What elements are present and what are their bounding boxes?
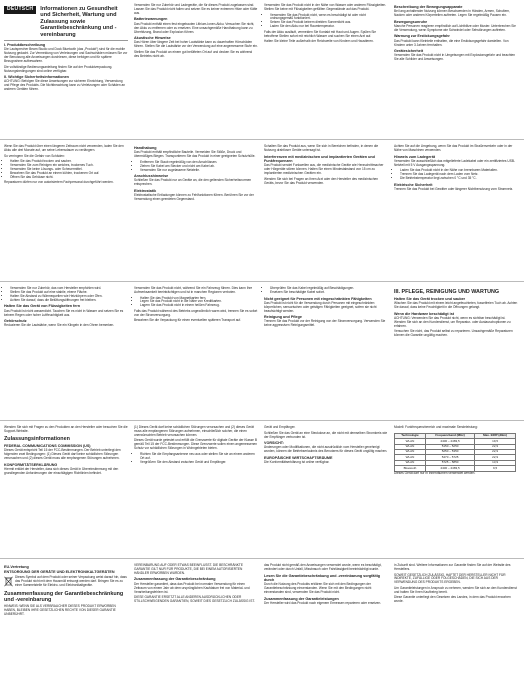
paragraph: Wenn Sie das Produkt über einen längeren Zeitraum nicht verwenden, laden Sie den Akku alle drei Monate auf, um seine Lebensdauer zu verlängern. xyxy=(4,144,124,152)
frequency-table xyxy=(394,433,516,472)
bullet-item: • Überprüfen Sie das Kabel regelmäßig auf Beschädigungen. xyxy=(270,287,388,291)
s2-col-4 xyxy=(394,145,518,193)
section-heading: EUROPÄISCHE WIRTSCHAFTSRÄUME xyxy=(264,455,333,460)
bullet-item: • Verwenden Sie nur Zubehör, das vom Hersteller empfohlen wird. xyxy=(10,287,128,291)
paragraph: Verwenden Sie das Produkt nicht, während Sie ein Fahrzeug führen. Dies kann Ihre Aufmerksamkeit beeinträchtigen und ist in manchen Regionen verboten. xyxy=(134,286,253,294)
s3-col-1 xyxy=(4,287,128,330)
bullet-item: • Setzen Sie das Produkt keinem direkten Sonnenlicht aus. xyxy=(270,21,388,25)
paragraph: Das Produkt ist nicht für die Verwendung durch Personen mit eingeschränkten körperlichen, sensorischen oder geistigen Fähigkeiten geeignet, sofern sie nicht beaufsichtigt werden. xyxy=(264,300,377,313)
section-heading: Akustische Hinweise xyxy=(134,36,171,41)
paragraph: So verringern Sie die Gefahr von Schäden: xyxy=(4,153,65,158)
bullet-item: • Bewahren Sie das Produkt an einem kühlen, trockenen Ort auf. xyxy=(10,172,128,176)
table-cell: 2400 – 2483,5 xyxy=(425,466,474,471)
s4-col-1 xyxy=(4,426,128,477)
bullet-item: • Lagern Sie das Produkt nicht in einem heißen Fahrzeug. xyxy=(140,304,258,308)
section-heading: Halten Sie das Gerät trocken und sauber xyxy=(394,297,466,301)
section-heading: Wenn die Hardware beschädigt ist xyxy=(394,311,454,316)
paragraph: Falls der Akku ausläuft, vermeiden Sie Kontakt mit Haut und Augen. Spülen Sie betroffene Stellen sofort mit reichlich Wasser und suchen Sie einen Arzt auf. xyxy=(264,29,376,38)
bullet-item: • Verwenden Sie keine Lösungs- oder Scheuermittel. xyxy=(10,168,128,172)
table-header-cell: Frequenzband (MHz) xyxy=(425,433,474,438)
section-divider xyxy=(0,558,524,559)
s1-col-1 xyxy=(4,4,128,94)
major-heading: Zusammenfassung der Garantiebeschränkung und -vereinbarung xyxy=(4,591,124,604)
bullet-list xyxy=(134,453,258,465)
section-divider xyxy=(0,281,524,282)
s3-col-2 xyxy=(134,287,258,325)
paragraph: ACHTUNG: Befolgen Sie diese Anweisungen zur sicheren Einrichtung, Verwendung und Pflege des Produkts. Die Nichtbeachtung kann zu Verletzungen oder Schäden an anderen Geräten führen. xyxy=(4,79,126,92)
paragraph: Die vollständige Bedienungsanleitung finden Sie auf der Produktverpackung. Nutzungsbedingungen sind online verfügbar. xyxy=(4,64,113,73)
table-cell: WLAN xyxy=(395,444,426,449)
paragraph: Halten Sie kleine Teile außerhalb der Reichweite von Kindern und Haustieren. xyxy=(264,39,374,44)
section-heading: Beschreibung der Bewegungsapparate xyxy=(394,5,463,9)
table-cell: Bluetooth xyxy=(395,466,426,471)
paragraph: Manche Personen reagieren empfindlich auf Lichtblitze oder Muster. Unterbrechen Sie die Verwendung, wenn Symptome wie Schwindel oder Sehstörungen auftreten. xyxy=(394,23,516,32)
section-heading: Lesen Sie die Garantiebeschränkung und -vereinbarung sorgfältig durch xyxy=(264,573,380,582)
paragraph: Schließen Sie das Produkt nur an Geräte an, die den geltenden Sicherheitsnormen entsprechen. xyxy=(134,178,252,187)
weee-notice xyxy=(4,576,128,589)
section-heading: Elektrostatik xyxy=(134,188,157,193)
bullet-list xyxy=(4,160,128,180)
bullet-item: • Verwenden Sie zum Reinigen ein weiches, trockenes Tuch. xyxy=(10,164,128,168)
paragraph: Um Garantieleistungen in Anspruch zu nehmen, wenden Sie sich an den Kundendienst und halten Sie Ihren Kaufbeleg bereit. xyxy=(394,585,517,594)
table-header-cell: Max. EIRP (dBm) xyxy=(475,433,516,438)
paragraph: Dieses Gerät darf nur in Innenräumen verwendet werden. xyxy=(394,470,476,475)
bullet-list xyxy=(394,169,518,181)
s1-col-2 xyxy=(134,4,258,60)
paragraph: Verwenden Sie nur Zubehör und Ladegeräte, die für dieses Produkt zugelassen sind. Lassen Sie das Produkt nicht fallen und setzen Sie es keiner extremen Hitze oder Kälte aus. xyxy=(134,3,258,15)
table-cell: 2400 – 2483,5 xyxy=(425,439,474,444)
paragraph: Stellen Sie das Produkt an einem gut belüfteten Ort auf und decken Sie es während des Betriebs nicht ab. xyxy=(134,49,253,58)
s3-col-3 xyxy=(264,287,388,330)
paragraph: Durch die Nutzung des Produkts erklären Sie sich mit den Bedingungen der Garantiebeschränkung einverstanden. Wenn Sie mit den Bedingungen nicht einverstanden sind, verwenden Sie das Produkt nicht. xyxy=(264,582,372,595)
bullet-item: • Ersetzen Sie beschädigte Kabel sofort. xyxy=(270,291,388,295)
paragraph: Das Hören über längere Zeit bei hoher Lautstärke kann zu dauerhaften Hörschäden führen. Stellen Sie die Lautstärke vor der Verwendung auf eine angemessene Stufe ein. xyxy=(134,40,258,49)
bullet-item: • Verwenden Sie nur zugelassene Netzteile. xyxy=(140,169,258,173)
bullet-item: • Laden Sie das Produkt nicht in der Nähe von brennbaren Materialien. xyxy=(400,169,518,173)
section-heading: Reinigung und Pflege xyxy=(264,315,302,320)
paragraph: Trennen Sie das Produkt bei Gewitter oder längerer Nichtbenutzung vom Stromnetz. xyxy=(394,186,514,191)
section-heading: Nicht geeignet für Personen mit eingeschränkten Fähigkeiten xyxy=(264,296,372,301)
paragraph: in Zukunft sind. Weitere Informationen zur Garantie finden Sie auf der Website des Herstellers. xyxy=(394,563,511,571)
major-heading: III. PFLEGE, REINIGUNG UND WARTUNG xyxy=(394,289,500,295)
s4-col-4 xyxy=(394,426,518,477)
paragraph: Wenden Sie sich mit Fragen zu den Produkten an den Hersteller oder besuchen Sie die Support-Website. xyxy=(4,425,128,433)
s2-col-3 xyxy=(264,145,388,187)
bullet-item: • Vergrößern Sie den Abstand zwischen Gerät und Empfänger. xyxy=(140,461,258,465)
table-cell: 22,9 xyxy=(475,455,516,460)
section-heading: Batteriewarnungen xyxy=(134,17,168,22)
paragraph: Verwenden Sie das Produkt nicht in der Nähe von Wasser oder anderen Flüssigkeiten. Stellen Sie keine mit Flüssigkeiten gefüllten Gegenstände auf das Produkt. xyxy=(264,3,387,11)
section-divider xyxy=(0,139,524,140)
section-heading: I. Produktbeschreibung xyxy=(4,43,46,48)
bullet-item: • Entfernen Sie Staub regelmäßig von den Anschlüssen. xyxy=(140,161,258,165)
language-badge: DEUTSCH xyxy=(4,6,36,14)
s3-col-4 xyxy=(394,287,518,340)
paragraph: Das Produkt enthält empfindliche Bauteile. Vermeiden Sie Stöße, Druck und übermäßiges Biegen. Transportieren Sie das Produkt in einer geeigneten Schutzhülle. xyxy=(134,150,256,159)
crossed-bin-icon xyxy=(4,576,13,587)
section-heading: Anschlusshinweise xyxy=(134,174,169,179)
section-heading: Gerätesicherheit xyxy=(394,49,424,54)
paragraph: Versuchen Sie nicht, das Produkt selbst zu reparieren. Unsachgemäße Reparaturen können die Garantie ungültig machen. xyxy=(394,329,513,338)
section-2 xyxy=(0,141,524,280)
paragraph: Dieses Gerät entspricht Teil 15 der FCC-Bestimmungen. Der Betrieb unterliegt den folgenden zwei Bedingungen: (1) Dieses Gerät darf keine schädlichen Störungen verursachen und (2) dieses Gerät muss alle empfangenen Störungen aufnehmen. xyxy=(4,448,121,461)
paragraph: (1) Dieses Gerät darf keine schädlichen Störungen verursachen und (2) dieses Gerät muss alle empfangenen Störungen aufnehmen, einschließlich solcher, die einen unerwünschten Betrieb verursachen können. xyxy=(134,425,254,437)
paragraph: Wenden Sie sich bei Fragen an Ihren Arzt oder den Hersteller des medizinischen Geräts, bevor Sie das Produkt verwenden. xyxy=(264,176,379,185)
paragraph: Schalten Sie das Produkt aus, wenn Sie sich in Bereichen befinden, in denen die Nutzung drahtloser Geräte untersagt ist. xyxy=(264,144,379,152)
paragraph: Verwenden Sie ausschließlich das mitgelieferte Ladekabel oder ein zertifiziertes USB-Netzteil mit 5 V Ausgangsspannung. xyxy=(394,158,516,167)
section-heading: Elektrische Sicherheit xyxy=(394,182,433,187)
bullet-item: • Halten Sie Abstand zu Wärmequellen wie Heizkörpern oder Öfen. xyxy=(10,295,128,299)
section-1 xyxy=(0,0,524,138)
paragraph: Verwenden Sie das Produkt nicht in Umgebungen mit Explosionsgefahr und beachten Sie alle Schilder und Anweisungen. xyxy=(394,53,516,62)
bullet-item: • Stellen Sie das Produkt auf eine stabile, ebene Fläche. xyxy=(10,291,128,295)
table-cell: WLAN xyxy=(395,455,426,460)
bullet-item: • Legen Sie das Produkt nicht in die Nähe von Kreditkarten. xyxy=(140,300,258,304)
s4-col-2 xyxy=(134,426,258,466)
paragraph: Das Produkt kann Kleinteile enthalten, die eine Erstickungsgefahr darstellen. Von Kindern unter 3 Jahren fernhalten. xyxy=(394,38,509,47)
section-heading: VORSICHT: xyxy=(264,441,284,446)
paragraph: HINWEIS: WENN SIE ALS VERBRAUCHER DIESES PRODUKT ERWORBEN HABEN, BLEIBEN IHRE GESETZLICHEN RECHTE VON DIESER GARANTIE UNBERÜHRT. xyxy=(4,604,116,616)
table-cell: 13,9 xyxy=(475,460,516,465)
bullet-item: • Trennen Sie das Ladegerät nach dem Laden vom Netz. xyxy=(400,173,518,177)
section-heading: Halten Sie das Gerät von Flüssigkeiten fern xyxy=(4,304,81,309)
paragraph: Schließen Sie das Gerät an eine Steckdose an, die nicht mit demselben Stromkreis wie der Empfänger verbunden ist. xyxy=(264,430,388,439)
paragraph: Der Hersteller wird das Produkt nach eigenem Ermessen reparieren oder ersetzen. xyxy=(264,600,382,605)
section-heading: II. Wichtige Sicherheitsinformationen xyxy=(4,75,69,80)
bullet-item: • Halten Sie das Produkt trocken und sauber. xyxy=(10,160,128,164)
section-5 xyxy=(0,560,524,692)
paragraph: SOWEIT GESETZLICH ZULÄSSIG, HAFTET DER HERSTELLER NICHT FÜR INDIREKTE, ZUFÄLLIGE ODER FOLGESCHÄDEN, DIE SICH AUS DER VERWENDUNG DES PRODUKTS ERGEBEN. xyxy=(394,572,506,585)
s1-col-4 xyxy=(394,4,518,64)
bullet-list xyxy=(134,297,258,309)
paragraph: Elektrostatische Entladungen können zu Fehlfunktionen führen. Berühren Sie vor der Verwendung einen geerdeten Gegenstand. xyxy=(134,193,254,202)
table-header-cell: Technologie xyxy=(395,433,426,438)
section-heading: Interferenzen mit medizinischen und implantierten Geräten und Funkfrequenzen xyxy=(264,154,375,163)
section-heading: Warnung zur Erstickungsgefahr xyxy=(394,34,450,39)
paragraph: Bewahren Sie die Verpackung für einen eventuellen späteren Transport auf. xyxy=(134,318,242,323)
paragraph: Bei lang anhaltender Nutzung können Beschwerden in Händen, Armen, Schultern, Nacken oder anderen Körperteilen auftreten. Legen Sie regelmäßig Pausen ein. xyxy=(394,9,511,18)
bullet-item: • Verwenden Sie das Produkt nicht, wenn es beschädigt ist oder nicht ordnungsgemäß funktioniert. xyxy=(270,14,388,22)
table-cell: 22,9 xyxy=(475,444,516,449)
section-4 xyxy=(0,422,524,557)
paragraph: Reparaturen dürfen nur von autorisiertem Fachpersonal durchgeführt werden. xyxy=(4,180,114,185)
section-heading: Handhabung xyxy=(134,146,157,150)
bullet-list xyxy=(134,161,258,173)
section-heading: Bewegungsunruhe xyxy=(394,19,428,24)
bullet-list xyxy=(264,14,388,30)
table-cell: 19,5 xyxy=(475,439,516,444)
s1-col-3 xyxy=(264,4,388,46)
paragraph: Die Konformitätserklärung ist online verfügbar. xyxy=(264,459,330,464)
section-heading: KONFORMITÄTSERKLÄRUNG xyxy=(4,462,58,467)
bullet-list xyxy=(4,287,128,303)
paragraph: Dieses Gerät wurde getestet und erfüllt die Grenzwerte für digitale Geräte der Klasse B gemäß Teil 15 der FCC-Bestimmungen. Diese Grenzwerte sollen einen angemessenen Schutz vor schädlichen Störungen in Wohngebieten bieten. xyxy=(134,438,258,451)
paragraph: Der Hersteller garantiert, dass das Produkt bei normaler Verwendung für einen Zeitraum von einem Jahr ab dem ursprünglichen Kaufdatum frei von Material- und Verarbeitungsfehlern ist. xyxy=(134,581,250,594)
bullet-list xyxy=(264,287,388,295)
table-cell: 5150 – 5250 xyxy=(425,444,474,449)
section-heading: Zusammenfassung der Garantieleistungen xyxy=(264,596,339,601)
section-heading: Gehörschutz xyxy=(4,319,27,324)
paragraph: Gerät und Empfänger. xyxy=(264,425,296,429)
s5-col-3 xyxy=(264,564,388,607)
paragraph: Falls das Produkt während des Betriebs ungewöhnlich warm wird, trennen Sie es sofort von der Stromversorgung. xyxy=(134,308,258,317)
section-heading: FEDERAL COMMUNICATIONS COMMISSION (US) xyxy=(4,443,91,448)
bullet-item: • Laden Sie den Akku nur bei Raumtemperatur. xyxy=(270,25,388,29)
paragraph: Das Produkt enthält einen fest eingebauten Lithium-Ionen-Akku. Versuchen Sie nicht, den Akku zu entfernen oder zu ersetzen. Eine unsachgemäße Handhabung kann zu Überhitzung, Brand oder Explosion führen. xyxy=(134,21,255,34)
paragraph: Wischen Sie das Produkt mit einem leicht angefeuchteten, fusselfreien Tuch ab. Achten Sie darauf, dass keine Feuchtigkeit in die Öffnungen gelangt. xyxy=(394,301,518,310)
paragraph: Trennen Sie das Produkt vor der Reinigung von der Stromversorgung. Verwenden Sie keine aggressiven Reinigungsmittel. xyxy=(264,319,386,328)
table-cell: 9,5 xyxy=(475,466,516,471)
major-heading: Zulassungsinformationen xyxy=(4,435,70,442)
s5-col-2 xyxy=(134,564,258,606)
table-cell: 5250 – 5350 xyxy=(425,450,474,455)
paragraph: Das Produkt ist nicht wasserdicht. Tauchen Sie es nicht in Wasser und setzen Sie es keinem Regen oder hoher Luftfeuchtigkeit aus. xyxy=(4,308,124,317)
s5-col-1 xyxy=(4,564,128,619)
paragraph: Modell: Funkfrequenzbereich und maximale Sendeleistung: xyxy=(394,425,478,429)
table-cell: 5470 – 5725 xyxy=(425,455,474,460)
paragraph: Hiermit erklärt der Hersteller, dass sich dieses Gerät in Übereinstimmung mit den grundlegenden Anforderungen der einschlägigen Richtlinien befindet. xyxy=(4,466,119,475)
bullet-item: • Halten Sie das Produkt von Magnetkarten fern. xyxy=(140,297,258,301)
paragraph: Achten Sie auf die Umgebung, wenn Sie das Produkt im Straßenverkehr oder in der Nähe von Maschinen verwenden. xyxy=(394,144,513,152)
bullet-item: • Ziehen Sie Kabel am Stecker und nicht am Kabel ab. xyxy=(140,165,258,169)
paragraph: Diese Garantie unterliegt den Gesetzen des Landes, in dem das Produkt erworben wurde. xyxy=(394,595,511,604)
paragraph: Reduzieren Sie die Lautstärke, wenn Sie ein Klingeln in den Ohren bemerken. xyxy=(4,323,115,328)
paragraph: DIESE GARANTIE ERSETZT ALLE ANDEREN AUSDRÜCKLICHEN ODER STILLSCHWEIGENDEN GARANTIEN, SOWEIT DIES GESETZLICH ZULÄSSIG IST. xyxy=(134,595,255,604)
section-heading: Hinweis zum Ladegerät xyxy=(394,154,435,159)
section-heading: ENTSORGUNG DER GERÄTE UND ELEKTRONIKALTGERÄTEN xyxy=(4,570,115,575)
table-cell: 22,9 xyxy=(475,450,516,455)
table-cell: 5725 – 5850 xyxy=(425,460,474,465)
paragraph: VEREINBARUNG AUF ODER ETWAS BEEINFLUSST. DIE BESCHRÄNKTE GARANTIE GILT NUR FÜR PRODUKTE, DIE BEI EINEM AUTORISIERTEN HÄNDLER ERWORBEN WURDEN. xyxy=(134,563,243,575)
title-rule xyxy=(4,40,128,41)
weee-text: Dieses Symbol auf dem Produkt oder seiner Verpackung weist darauf hin, dass das Produkt nicht mit dem Hausmüll entsorgt werden darf. Bringen Sie es zu einer Sammelstelle für Elektro- und Elektronikaltgeräte. xyxy=(15,574,127,587)
document-header xyxy=(4,6,128,38)
s4-col-3 xyxy=(264,426,388,467)
section-3 xyxy=(0,283,524,419)
bullet-item: • Richten Sie die Empfangsantenne neu aus oder stellen Sie sie an einem anderen Ort auf. xyxy=(140,453,258,461)
s2-col-2 xyxy=(134,145,258,204)
section-heading: Zusammenfassung der Garantiebeschränkung xyxy=(134,577,216,582)
document-title: Informationen zu Gesundheit und Sicherheit, Wartung und Zulassung sowie Garantiebeschränkung und -vereinbarung xyxy=(40,6,118,38)
s2-col-1 xyxy=(4,145,128,187)
table-cell: WLAN xyxy=(395,450,426,455)
section-heading: EU-Vertretung xyxy=(4,565,29,569)
bullet-item: • Öffnen Sie das Gehäuse nicht. xyxy=(10,176,128,180)
paragraph: Änderungen oder Modifikationen, die nicht ausdrücklich vom Hersteller genehmigt wurden, können die Betriebserlaubnis des Benutzers für dieses Gerät ungültig machen. xyxy=(264,445,388,454)
table-cell: WLAN xyxy=(395,460,426,465)
paragraph: Das Produkt sendet Funkwellen aus, die medizinische Geräte wie Herzschrittmacher oder Hörgeräte stören können. Halten Sie einen Mindestabstand von 15 cm zu implantierten medizinischen Geräten ein. xyxy=(264,163,384,176)
paragraph: das Produkt nicht gemäß den Anweisungen verwendet wurde, wenn es beschädigt, verändert oder durch Unfall, Missbrauch oder Fahrlässigkeit beeinträchtigt wurde. xyxy=(264,563,382,571)
section-divider xyxy=(0,420,524,421)
paragraph: ACHTUNG: Verwenden Sie das Produkt nicht, wenn es sichtbar beschädigt ist. Wenden Sie sich an den Kundendienst, um Reparatur- oder Austauschoptionen zu erfahren. xyxy=(394,315,511,328)
paragraph: Die Lautsprecher Beam Studio und Dock Bluetooth (das „Produkt“) sind für die mobile Nutzung gedacht. Zur Vermeidung von Verletzungen und Sachschäden müssen Sie vor der Benutzung alle Anweisungen durchlesen, diese befolgen und für spätere Bezugnahme aufbewahren. xyxy=(4,47,128,64)
bullet-item: • Die Betriebstemperatur liegt zwischen 0 °C und 35 °C. xyxy=(400,177,518,181)
bullet-item: • Achten Sie darauf, dass die Belüftungsöffnungen frei bleiben. xyxy=(10,299,128,303)
s5-col-4 xyxy=(394,564,518,606)
table-cell: WLAN xyxy=(395,439,426,444)
